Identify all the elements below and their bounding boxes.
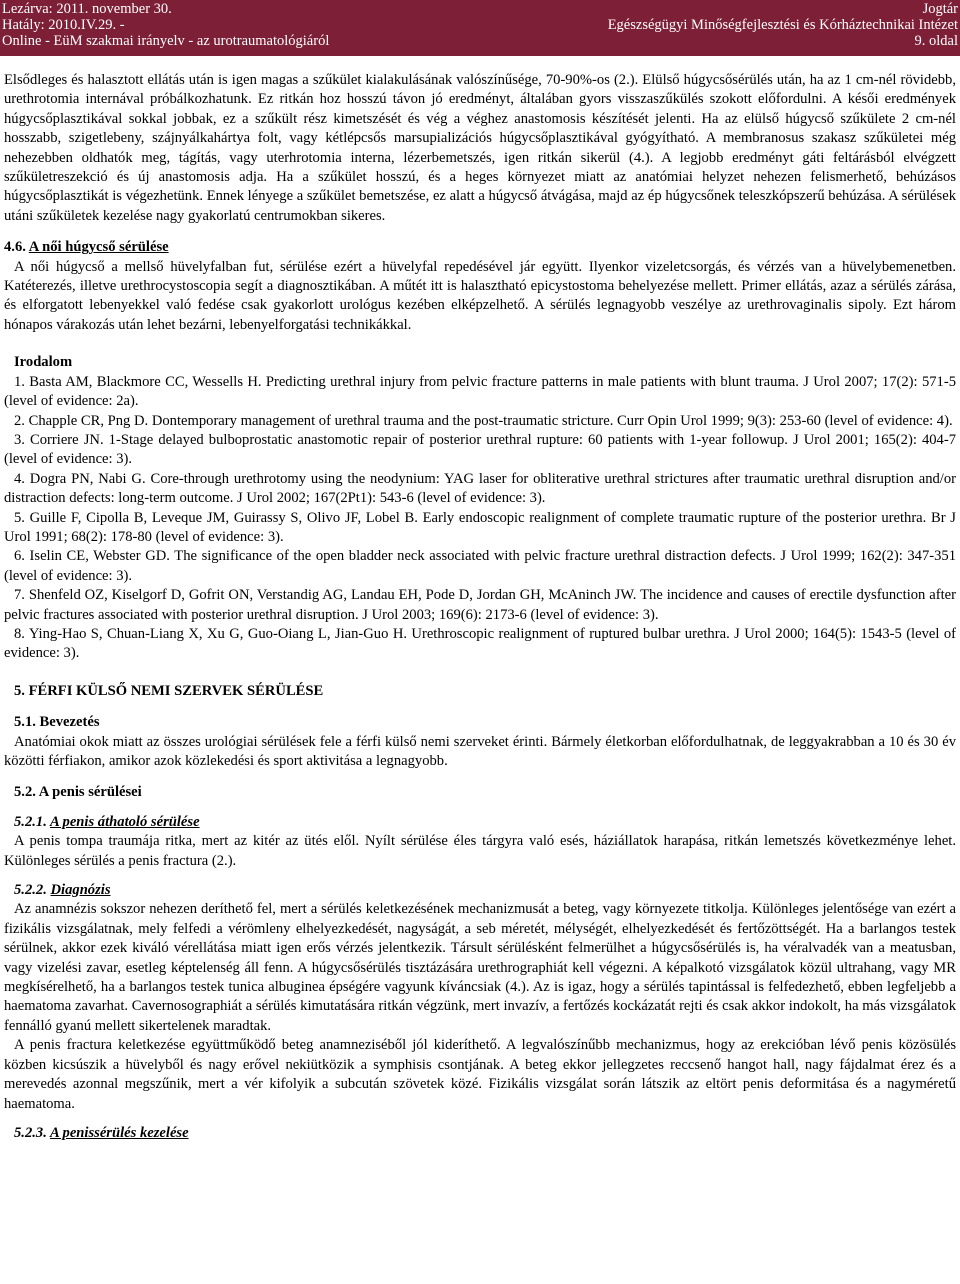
reference-item: 4. Dogra PN, Nabi G. Core-through urethrotomy using the neodynium: YAG laser for obliterative urethral strictures after traumatic urethral disruption and/or distraction defects: long-term outcome. J Urol 2002; 167(2Pt1): 543-6 (level of evidence: 3).: [4, 470, 956, 507]
section-title: A női húgycső sérülése: [28, 239, 169, 256]
reference-item: 2. Chapple CR, Png D. Dontemporary management of urethral trauma and the post-traumatic stricture. Curr Opin Urol 1999; 9(3): 253-60 (level of evidence: 4).: [14, 412, 953, 429]
header-document-title: Online - EüM szakmai irányelv - az urotraumatológiáról: [2, 33, 330, 49]
section-title: A penis sérülései: [38, 784, 142, 801]
section-5-2-2-text-2: A penis fractura keletkezése együttműködő beteg anamneziséből jól kideríthető. A legvalószínűbb mechanizmus, hogy az erekcióban lévő penis közösülés közben kicsúszik a hüvelyből és nagy erővel nekiütközik a symphisis csontjának. A beteg ekkor jellegzetes reccsenő hangot hall, nagy fájdalmat érez és a merevedés azonnal megszűnik, mert a vér kifolyik a subcután szövetek közé. Fizikális vizsgálat során látszik az eltört penis deformitása és a nagyméretű haematoma.: [4, 1037, 956, 1112]
subsection-heading-5-2-2: [4, 881, 956, 900]
header-right: [608, 1, 958, 49]
section-number: 4.6.: [4, 239, 26, 256]
subsection-heading-5-2-3: [4, 1124, 956, 1143]
subsection-title: Diagnózis: [50, 882, 111, 899]
reference-item: 8. Ying-Hao S, Chuan-Liang X, Xu G, Guo-Oiang L, Jian-Guo H. Urethroscopic realignment of ruptured bulbar urethra. J Urol 2000; 164(5): 1543-5 (level of evidence: 3).: [4, 625, 956, 662]
section-number: 5.1.: [14, 714, 36, 731]
intro-paragraph: Elsődleges és halasztott ellátás után is igen magas a szűkület kialakulásának valószínűsége, 70-90%-os (2.). Elülső húgycsősérülés után, ha az 1 cm-nél rövidebb, urethrotomia internával próbálkozhatunk. Ez ritkán hoz hosszú távon jó eredményt, általában gyors visszaszűkülés szokott előfordulni. A késői eredmények húgycsőplasztikával sokkal jobbak, ez a szűkült rész kimetszését és vég a véghez anastomosis készítését jelenti. Ha az elülső húgycső szűkülete 2 cm-nél hosszabb, szigetlebeny, szájnyálkahártya folt, vagy kétlépcsős marsupializációs húgycsőplasztikával gyógyítható. A membranosus szakasz szűkületei még nehezebben oldhatók meg, tágítás, vagy uterhrotomia interna, lézerbemetszés, igen ritkán sikerül (4.). A legjobb eredményt gáti feltárásból elvégzett szűkületreszekció és új anastomosis adja. Ha a szűkület hosszú, és a heges környezet miatt az anatómiai helyzet nehezen felismerhető, behúzásos húgycsőplasztikát is végezhetünk. Ennek lényege a szűkület bemetszése, ez alatt a húgycső átvágása, majd az ép húgycsőnek teleszkópszerű behúzása. A sérülések utáni szűkületek kezelése nagy gyakorlatú centrumokban sikeres.: [4, 72, 956, 224]
document-header: [0, 0, 960, 56]
section-number: 5.2.: [14, 784, 36, 801]
references: [4, 353, 956, 664]
section-heading-4-6: [4, 238, 956, 257]
reference-item: 5. Guille F, Cipolla B, Leveque JM, Guirassy S, Olivo JF, Lobel B. Early endoscopic realignment of complete traumatic rupture of the posterior urethra. Br J Urol 1991; 68(2): 178-80 (level of evidence: 3).: [4, 509, 956, 545]
chapter-heading-5: 5. FÉRFI KÜLSŐ NEMI SZERVEK SÉRÜLÉSE: [14, 682, 324, 699]
header-source: Jogtár: [922, 1, 958, 17]
subsection-number: 5.2.3.: [14, 1124, 47, 1141]
subsection-number: 5.2.1.: [14, 813, 47, 830]
header-closed-date: Lezárva: 2011. november 30.: [2, 1, 172, 17]
subsection-title: A penis áthatoló sérülése: [49, 813, 200, 830]
header-page-number: 9. oldal: [914, 33, 958, 49]
subsection-title: A penissérülés kezelése: [49, 1124, 189, 1141]
subsection-number: 5.2.2.: [14, 882, 47, 899]
reference-item: 6. Iselin CE, Webster GD. The significance of the open bladder neck associated with pelvic fracture urethral distraction defects. J Urol 1999; 162(2): 347-351 (level of evidence: 3).: [4, 548, 956, 584]
header-validity: Hatály: 2010.IV.29. -: [2, 17, 125, 33]
header-left: [2, 1, 329, 49]
section-5-1-text: Anatómiai okok miatt az összes urológiai sérülések fele a férfi külső nemi szerveket érinti. Bármely életkorban előfordulhatnak, de leggyakrabban a 10 és 30 év közötti férfiakon, amikor azok közlekedési és sport aktivitása a legnagyobb.: [4, 733, 956, 769]
section-4-6-text: A női húgycső a mellső hüvelyfalban fut, sérülése ezért a hüvelyfal repedésével jár együtt. Ilyenkor vizeletcsorgás, és vérzés van a hüvelybemenetben. Katéterezés, illetve urethrocystoscopia segít a diagnosztikában. A műtét itt is halasztható epicystostoma behelyezése mellett. Primer ellátás, azaz a sérülés zárása, és elforgatott lebenyekkel való fedése csak gyakorlott urológus kezében elképzelhető. A sérülés legnagyobb veszélye az urethrovaginalis sipoly. Ezt három hónapos várakozás után lehet bezárni, lebenyelforgatási technikákkal.: [4, 258, 956, 333]
header-institute: Egészségügyi Minőségfejlesztési és Kórháztechnikai Intézet: [607, 17, 958, 33]
section-5-2-2-text-1: Az anamnézis sokszor nehezen deríthető fel, mert a sérülés keletkezésének mechanizmusát a beteg, vagy környezete titkolja. Különleges jelentősége van ezért a fizikális vizsgálatnak, mely felfedi a vérömleny elhelyezkedését, nagyságát, a seb méretét, mélységét, elhelyezkedését és fertőzöttségét. Ha a barlangos testek sérülnek, akkor ezek kiváló vérellátása miatt igen erős vérzés jelentkezik. Társult sérülésként felmerülhet a húgycsősérülés is, ha véralvadék van a meatusban, vagy vizelési zavar, esetleg képtelenség áll fenn. A húgycsősérülés tisztázására urethrographiát kell végezni. A képalkotó vizsgálatok közül ultrahang, vagy MR megkísérelhető, ha a barlangos testek tunica albuginea épségére vagyunk kíváncsiak (4.). Az is igaz, hogy a sérülés tapintással is felfedezhető, ebben legfeljebb a haematoma zavarhat. Cavernosographiát a sérülés kimutatására ritkán végzünk, mert invazív, a fertőzés kockázatát rejti és csak akkor indokolt, ha más vizsgálatok fennálló gyanú mellett sikertelenek maradtak.: [4, 901, 956, 1034]
reference-item: 1. Basta AM, Blackmore CC, Wessells H. Predicting urethral injury from pelvic fracture patterns in male patients with blunt trauma. J Urol 2007; 17(2): 571-5 (level of evidence: 2a).: [4, 373, 956, 410]
section-5-2-1-text: A penis tompa traumája ritka, mert az kitér az ütés elől. Nyílt sérülése éles tárgyra való esés, háziállatok harapása, ritkán lemetszés következménye lehet. Különleges sérülés a penis fractura (2.).: [4, 833, 956, 869]
subsection-heading-5-2-1: [4, 813, 956, 832]
section-heading-5-1: [4, 713, 956, 732]
reference-item: 3. Corriere JN. 1-Stage delayed bulboprostatic anastomotic repair of posterior urethral rupture: 60 patients with 1-year followup. J Urol 2001; 165(2): 404-7 (level of evidence: 3).: [4, 431, 956, 468]
section-title: Bevezetés: [39, 714, 100, 731]
references-heading: Irodalom: [14, 354, 73, 371]
document-body: [4, 71, 956, 1143]
reference-item: 7. Shenfeld OZ, Kiselgorf D, Gofrit ON, Verstandig AG, Landau EH, Pode D, Jordan GH, McAninch JW. The incidence and causes of erectile dysfunction after pelvic fractures associated with posterior urethral disruption. J Urol 2003; 169(6): 2173-6 (level of evidence: 3).: [4, 587, 956, 623]
section-heading-5-2: [4, 783, 956, 802]
